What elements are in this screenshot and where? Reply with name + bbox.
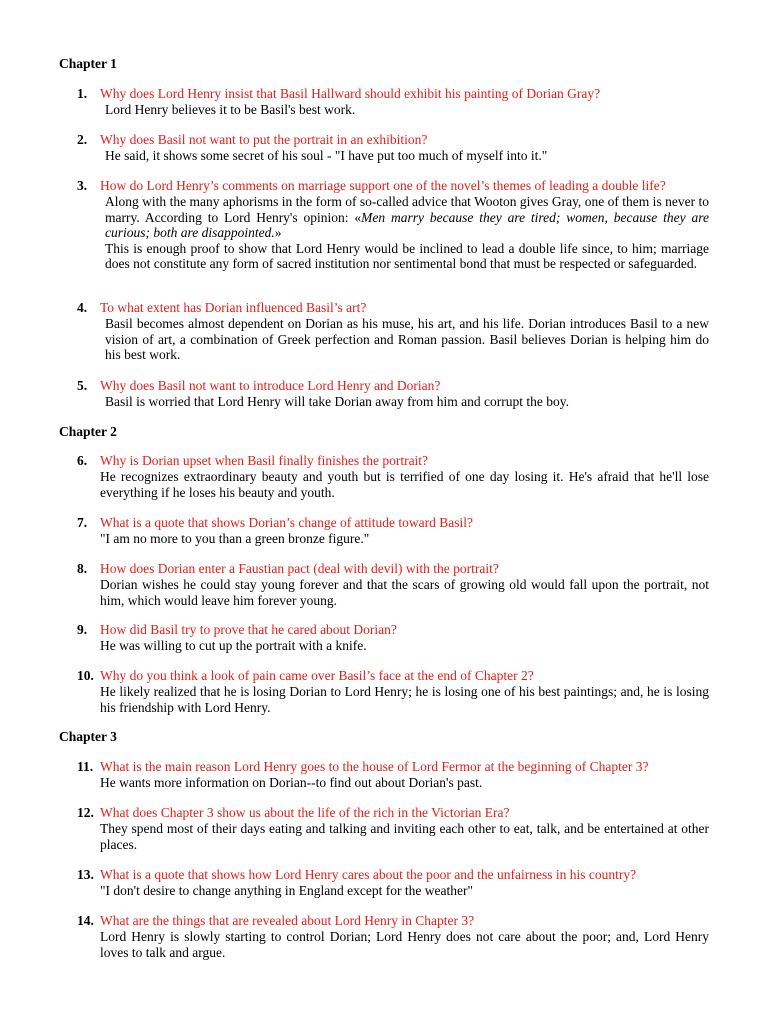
- question-text: To what extent has Dorian influenced Basil’s art?: [100, 300, 367, 315]
- answer-text: "I am no more to you than a green bronze figure.": [100, 531, 370, 546]
- question-text: What are the things that are revealed about Lord Henry in Chapter 3?: [100, 913, 475, 928]
- answer-text: He likely realized that he is losing Dorian to Lord Henry; he is losing one of his best paintings; and, he is losing his friendship with Lord Henry.: [100, 684, 709, 715]
- question-number: 3.: [77, 178, 88, 193]
- question-text: How did Basil try to prove that he cared about Dorian?: [100, 622, 397, 637]
- answer-text: They spend most of their days eating and talking and inviting each other to eat, talk, and be entertained at other places.: [100, 821, 709, 852]
- question-number: 10.: [77, 668, 94, 683]
- question-number: 13.: [77, 867, 94, 882]
- question-number: 14.: [77, 913, 94, 928]
- question-text: Why do you think a look of pain came over Basil’s face at the end of Chapter 2?: [100, 668, 534, 683]
- answer-intro: Along with the many aphorisms in the form of so-called advice that Wooton gives Gray, one of them is never to marry. According to Lord Henry's opinion: «: [105, 194, 709, 225]
- question-text: What is the main reason Lord Henry goes to the house of Lord Fermor at the beginning of Chapter 3?: [100, 759, 649, 774]
- question-text: Why does Basil not want to put the portrait in an exhibition?: [100, 132, 428, 147]
- question-number: 8.: [77, 561, 88, 576]
- answer-text: Dorian wishes he could stay young forever and that the scars of growing old would fall upon the portrait, not him, which would leave him forever young.: [100, 577, 709, 608]
- answer-text: Basil is worried that Lord Henry will take Dorian away from him and corrupt the boy.: [105, 394, 570, 409]
- question-number: 5.: [77, 378, 88, 393]
- answer-text: [105, 194, 709, 272]
- answer-text: Lord Henry is slowly starting to control Dorian; Lord Henry does not care about the poor; and, Lord Henry loves to talk and argue.: [100, 929, 709, 960]
- question-number: 11.: [77, 759, 94, 774]
- answer-paragraph-1: [105, 194, 709, 241]
- answer-text: He wants more information on Dorian--to find out about Dorian's past.: [100, 775, 483, 790]
- question-number: 1.: [77, 86, 88, 101]
- question-text: How do Lord Henry’s comments on marriage support one of the novel’s themes of leading a double life?: [100, 178, 666, 193]
- question-number: 6.: [77, 453, 88, 468]
- question-number: 7.: [77, 515, 88, 530]
- question-number: 9.: [77, 622, 88, 637]
- question-number: 12.: [77, 805, 94, 820]
- question-text: Why is Dorian upset when Basil finally finishes the portrait?: [100, 453, 429, 468]
- answer-quote: Men marry because they are tired; women, because they are curious; both are disappointed.: [105, 209, 709, 240]
- answer-quote-end: »: [274, 225, 282, 240]
- answer-text: "I don't desire to change anything in England except for the weather": [100, 883, 473, 898]
- question-number: 2.: [77, 132, 88, 147]
- answer-text: He said, it shows some secret of his soul - "I have put too much of myself into it.": [105, 148, 548, 163]
- chapter-heading-2: Chapter 2: [59, 424, 117, 439]
- question-text: What is a quote that shows how Lord Henry cares about the poor and the unfairness in his country?: [100, 867, 637, 882]
- question-number: 4.: [77, 300, 88, 315]
- question-text: Why does Basil not want to introduce Lord Henry and Dorian?: [100, 378, 441, 393]
- chapter-heading-3: Chapter 3: [59, 729, 117, 744]
- answer-paragraph-2: This is enough proof to show that Lord Henry would be inclined to lead a double life since, to him; marriage does not constitute any form of sacred institution nor sentimental bond that must be respected or safeguarded.: [105, 240, 709, 271]
- answer-text: Lord Henry believes it to be Basil's best work.: [105, 102, 356, 117]
- answer-text: He recognizes extraordinary beauty and youth but is terrified of one day losing it. He's afraid that he'll lose everything if he loses his beauty and youth.: [100, 469, 709, 500]
- answer-text: Basil becomes almost dependent on Dorian as his muse, his art, and his life. Dorian introduces Basil to a new vision of art, a combination of Greek perfection and Roman passion. Basil believes Dorian is helping him do his best work.: [105, 316, 709, 362]
- question-text: What is a quote that shows Dorian’s change of attitude toward Basil?: [100, 515, 474, 530]
- question-text: Why does Lord Henry insist that Basil Hallward should exhibit his painting of Dorian Gray?: [100, 86, 601, 101]
- question-text: How does Dorian enter a Faustian pact (deal with devil) with the portrait?: [100, 561, 499, 576]
- chapter-heading-1: Chapter 1: [59, 56, 117, 71]
- question-text: What does Chapter 3 show us about the life of the rich in the Victorian Era?: [100, 805, 510, 820]
- answer-text: He was willing to cut up the portrait with a knife.: [100, 638, 367, 653]
